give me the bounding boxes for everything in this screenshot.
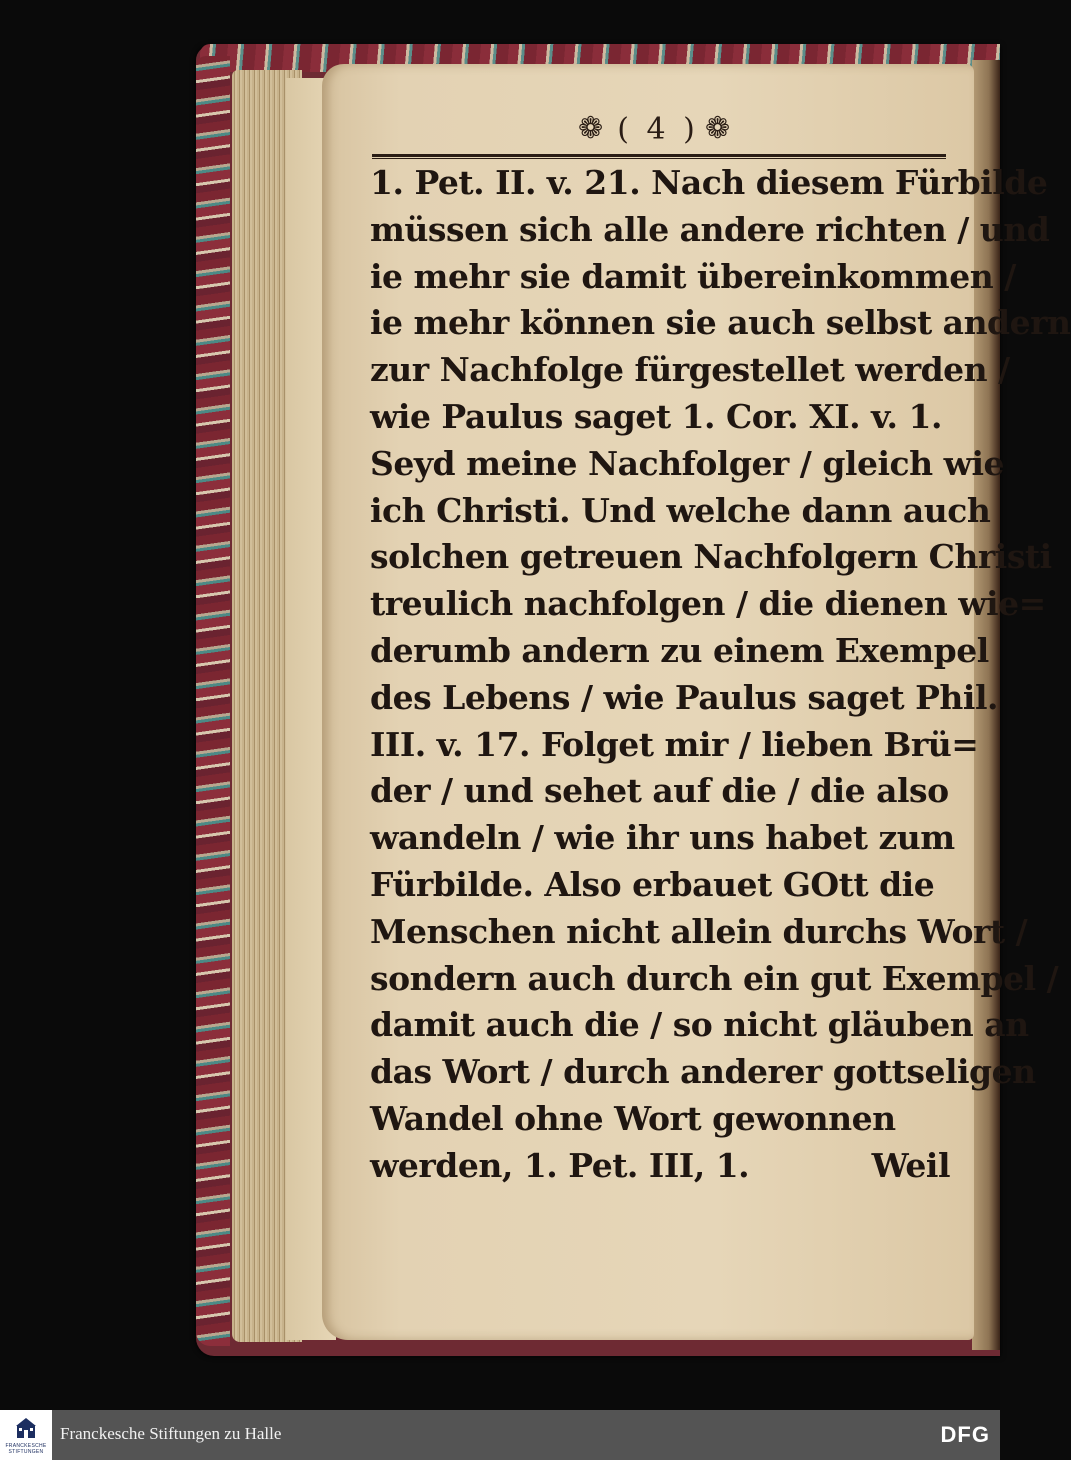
text-line-content: derumb andern zu einem Exempel <box>370 630 989 670</box>
text-line <box>370 394 950 441</box>
institution-logo[interactable] <box>0 1410 52 1460</box>
viewer-footer <box>0 1410 1000 1460</box>
text-line <box>370 347 1010 394</box>
text-line-content: des Lebens / wie Paulus saget Phil. <box>370 677 998 717</box>
text-line-content: ich Christi. Und welche dann auch <box>370 490 991 530</box>
text-line-content: Seyd meine Nachfolger / gleich wie <box>370 443 1005 483</box>
header-rule-thin <box>372 158 946 159</box>
text-line-content: Wandel ohne Wort gewonnen <box>370 1098 896 1138</box>
text-line-content: sondern auch durch ein gut Exempel / <box>370 958 1059 998</box>
text-line-content: 1. Pet. II. v. 21. Nach diesem Fürbilde <box>370 163 1048 202</box>
text-line-content: solchen getreuen Nachfolgern Christi <box>370 537 1052 577</box>
text-line <box>370 675 998 722</box>
text-line-content: treulich nachfolgen / die dienen wie= <box>370 584 1046 624</box>
text-line <box>370 768 950 815</box>
text-line <box>370 254 1016 301</box>
text-line-content: der / und sehet auf die / die also <box>370 771 949 811</box>
text-line <box>370 488 991 535</box>
text-line <box>370 956 1059 1003</box>
text-line-content: müssen sich alle andere richten / und <box>370 209 1050 249</box>
text-line-content: wandeln / wie ihr uns habet zum <box>370 818 955 858</box>
header-rule <box>372 154 946 157</box>
ornament-left-icon: ❁ <box>578 111 604 146</box>
catchword: Weil <box>871 1145 950 1185</box>
text-line <box>370 1002 1029 1049</box>
text-line <box>370 815 955 862</box>
ornament-right-icon: ❁ <box>705 111 731 146</box>
text-line <box>370 1143 950 1190</box>
text-line <box>370 722 979 769</box>
text-line <box>370 441 1005 488</box>
page-text <box>370 160 1071 1190</box>
logo-caption: FRANCKESCHE STIFTUNGEN <box>5 1443 47 1455</box>
text-line-content: ie mehr können sie auch selbst andern <box>370 303 1071 343</box>
text-line <box>370 628 989 675</box>
text-line <box>370 909 1028 956</box>
text-line <box>370 207 1050 254</box>
text-line <box>370 534 1052 581</box>
text-line <box>370 1096 950 1143</box>
text-line-content: wie Paulus saget 1. Cor. XI. v. 1. <box>370 396 942 436</box>
building-icon <box>14 1416 38 1440</box>
text-line-content: zur Nachfolge fürgestellet werden / <box>370 350 1010 390</box>
text-line-content: das Wort / durch anderer gottseligen <box>370 1052 1036 1092</box>
marbled-edge-left <box>196 56 230 1346</box>
institution-name[interactable]: Franckesche Stiftungen zu Halle <box>60 1424 282 1443</box>
text-line-content: damit auch die / so nicht gläuben an <box>370 1005 1029 1045</box>
text-line-content: werden, 1. Pet. III, 1. <box>370 1145 750 1185</box>
text-line-content: ie mehr sie damit übereinkommen / <box>370 256 1016 296</box>
text-line <box>370 1049 1036 1096</box>
dfg-logo[interactable]: DFG <box>940 1422 990 1447</box>
text-line-content: Menschen nicht allein durchs Wort / <box>370 911 1028 951</box>
page-header <box>372 110 946 158</box>
text-line <box>370 862 950 909</box>
text-line-content: III. v. 17. Folget mir / lieben Brü= <box>370 724 979 764</box>
page-number: ( 4 ) <box>617 112 699 147</box>
text-line <box>370 300 1071 347</box>
text-line <box>370 581 1046 628</box>
text-line <box>370 160 1048 207</box>
text-line-content: Fürbilde. Also erbauet GOtt die <box>370 864 935 904</box>
